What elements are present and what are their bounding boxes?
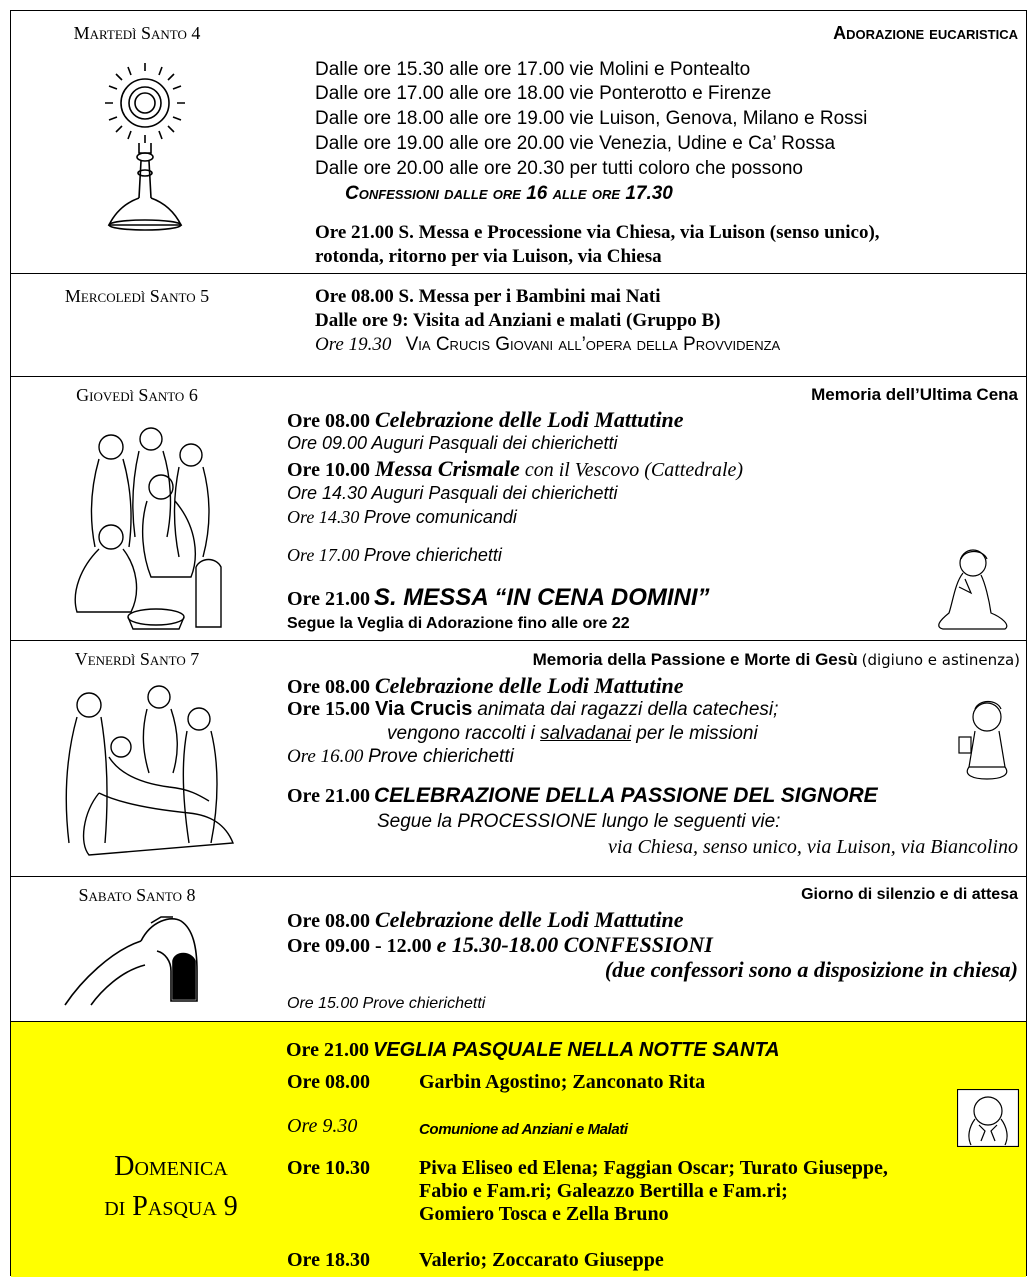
section-title: Adorazione eucaristica bbox=[833, 23, 1018, 43]
adoration-line-5: Dalle ore 20.00 alle ore 20.30 per tutti coloro che possono bbox=[315, 158, 803, 179]
time: Ore 09.00 - 12.00 bbox=[287, 935, 432, 957]
time: Ore 17.00 bbox=[287, 545, 360, 565]
mass-time: Ore 10.30 bbox=[287, 1157, 370, 1179]
event: Celebrazione delle Lodi Mattutine bbox=[374, 907, 684, 932]
friday-line-7: via Chiesa, senso unico, via Luison, via Biancolino bbox=[608, 836, 1018, 858]
event: e 15.30-18.00 CONFESSIONI bbox=[436, 932, 713, 957]
friday-line-5 bbox=[287, 784, 878, 808]
mass-time: Ore 18.30 bbox=[287, 1249, 370, 1271]
event: Prove comunicandi bbox=[363, 507, 517, 527]
time: Ore 10.00 bbox=[287, 459, 370, 481]
saturday-vigil-line bbox=[286, 1039, 780, 1062]
holy-week-schedule bbox=[10, 10, 1027, 1276]
event: Celebrazione delle Lodi Mattutine bbox=[374, 407, 684, 432]
easter-label-line-1: Domenica bbox=[114, 1151, 228, 1182]
thursday-line-4: Ore 14.30 Auguri Pasquali dei chierichetti bbox=[287, 483, 618, 503]
washing-feet-icon bbox=[51, 417, 231, 637]
section-title bbox=[533, 650, 1020, 670]
thursday-line-6 bbox=[287, 545, 502, 566]
title-note: (digiuno e astinenza) bbox=[861, 651, 1020, 669]
adoration-line-1: Dalle ore 15.30 alle ore 17.00 vie Molini e Pontealto bbox=[315, 59, 751, 80]
mass-intention: Comunione ad Anziani e Malati bbox=[419, 1121, 628, 1138]
section-title: Memoria dell’Ultima Cena bbox=[811, 385, 1018, 404]
saturday-line-4: Ore 15.00 Prove chierichetti bbox=[287, 995, 486, 1012]
section-title: Giorno di silenzio e di attesa bbox=[801, 886, 1018, 903]
thursday-line-2: Ore 09.00 Auguri Pasquali dei chierichetti bbox=[287, 433, 618, 453]
day-thursday bbox=[11, 377, 1026, 641]
time: Ore 19.30 bbox=[315, 334, 392, 355]
saturday-line-1 bbox=[287, 907, 684, 933]
text: per le missioni bbox=[636, 723, 758, 744]
friday-line-4 bbox=[287, 746, 514, 768]
evening-line-1: Ore 21.00 S. Messa e Processione via Chiesa, via Luison (senso unico), bbox=[315, 222, 880, 243]
day-label: Venerdì Santo 7 bbox=[74, 649, 200, 669]
wednesday-line-2: Dalle ore 9: Visita ad Anziani e malati (Gruppo B) bbox=[315, 310, 721, 331]
event: S. MESSA “IN CENA DOMINI” bbox=[373, 584, 710, 611]
day-label: Mercoledì Santo 5 bbox=[64, 286, 210, 306]
event: CELEBRAZIONE DELLA PASSIONE DEL SIGNORE bbox=[373, 784, 878, 807]
event: Messa Crismale bbox=[374, 456, 520, 481]
mass-time: Ore 9.30 bbox=[287, 1115, 358, 1137]
time: Ore 08.00 bbox=[287, 910, 370, 932]
friday-line-2 bbox=[287, 698, 778, 721]
confessions-note: Confessioni dalle ore 16 alle ore 17.30 bbox=[345, 183, 673, 204]
thursday-line-1 bbox=[287, 407, 684, 433]
friday-line-6: Segue la PROCESSIONE lungo le seguenti vie: bbox=[377, 811, 781, 832]
piggybank-word: salvadanai bbox=[540, 723, 631, 744]
child-with-piggybank-icon bbox=[953, 697, 1017, 783]
monstrance-icon bbox=[95, 53, 195, 233]
time: Ore 08.00 bbox=[287, 676, 370, 698]
time: Ore 08.00 bbox=[287, 410, 370, 432]
saturday-line-3: (due confessori sono a disposizione in chiesa) bbox=[604, 957, 1018, 982]
day-wednesday bbox=[11, 274, 1026, 377]
event-detail: animata dai ragazzi della catechesi; bbox=[477, 699, 779, 720]
time: Ore 21.00 bbox=[287, 785, 370, 807]
thursday-line-8: Segue la Veglia di Adorazione fino alle ore 22 bbox=[287, 615, 630, 632]
via-crucis-text: Via Crucis Giovani all’opera della Provvidenza bbox=[405, 334, 781, 355]
title: Memoria della Passione e Morte di Gesù bbox=[532, 650, 858, 669]
thursday-line-3 bbox=[287, 456, 743, 482]
evening-line-2: rotonda, ritorno per via Luison, via Chiesa bbox=[315, 246, 662, 267]
event: Prove chierichetti bbox=[363, 545, 502, 565]
event: Celebrazione delle Lodi Mattutine bbox=[374, 673, 684, 698]
time: Ore 21.00 bbox=[286, 1039, 369, 1061]
day-label bbox=[51, 1147, 291, 1227]
deposition-icon bbox=[49, 683, 239, 863]
time: Ore 15.00 bbox=[287, 698, 370, 720]
wednesday-line-1: Ore 08.00 S. Messa per i Bambini mai Nati bbox=[315, 286, 661, 307]
day-friday bbox=[11, 641, 1026, 877]
day-label: Giovedì Santo 6 bbox=[76, 385, 198, 405]
praying-child-icon bbox=[925, 543, 1015, 635]
day-tuesday bbox=[11, 11, 1026, 274]
adoration-line-3: Dalle ore 18.00 alle ore 19.00 vie Luison, Genova, Milano e Rossi bbox=[315, 108, 868, 129]
text: vengono raccolti i bbox=[387, 723, 535, 744]
time: Ore 21.00 bbox=[287, 588, 370, 610]
mass-intention: Valerio; Zoccarato Giuseppe bbox=[419, 1249, 664, 1271]
friday-line-3 bbox=[387, 723, 758, 745]
empty-tomb-icon bbox=[61, 911, 221, 1007]
event: Prove chierichetti bbox=[368, 746, 514, 767]
mass-intention-line-3: Gomiero Tosca e Zella Bruno bbox=[419, 1203, 669, 1225]
time: Ore 14.30 bbox=[287, 507, 360, 527]
thursday-line-7 bbox=[287, 584, 710, 612]
adoration-line-4: Dalle ore 19.00 alle ore 20.00 vie Venezia, Udine e Ca’ Rossa bbox=[315, 133, 836, 154]
thursday-line-5 bbox=[287, 507, 517, 528]
event: Via Crucis bbox=[374, 698, 473, 720]
time: Ore 16.00 bbox=[287, 746, 364, 767]
day-label: Martedì Santo 4 bbox=[73, 23, 201, 43]
mass-intention-line-1: Piva Eliseo ed Elena; Faggian Oscar; Turato Giuseppe, bbox=[419, 1157, 888, 1179]
event: VEGLIA PASQUALE NELLA NOTTE SANTA bbox=[372, 1039, 780, 1061]
day-label: Sabato Santo 8 bbox=[78, 885, 196, 905]
mass-intention: Garbin Agostino; Zanconato Rita bbox=[419, 1071, 706, 1093]
saturday-line-2 bbox=[287, 932, 713, 958]
praying-face-icon bbox=[957, 1089, 1019, 1147]
wednesday-line-3 bbox=[315, 334, 780, 356]
easter-label-line-2: di Pasqua 9 bbox=[104, 1191, 238, 1222]
day-saturday bbox=[11, 877, 1026, 1022]
mass-intention-line-2: Fabio e Fam.ri; Galeazzo Bertilla e Fam.ri; bbox=[419, 1180, 788, 1202]
mass-time: Ore 08.00 bbox=[287, 1071, 370, 1093]
friday-line-1 bbox=[287, 673, 684, 699]
adoration-line-2: Dalle ore 17.00 alle ore 18.00 vie Ponterotto e Firenze bbox=[315, 83, 772, 104]
event-detail: con il Vescovo (Cattedrale) bbox=[524, 459, 744, 481]
